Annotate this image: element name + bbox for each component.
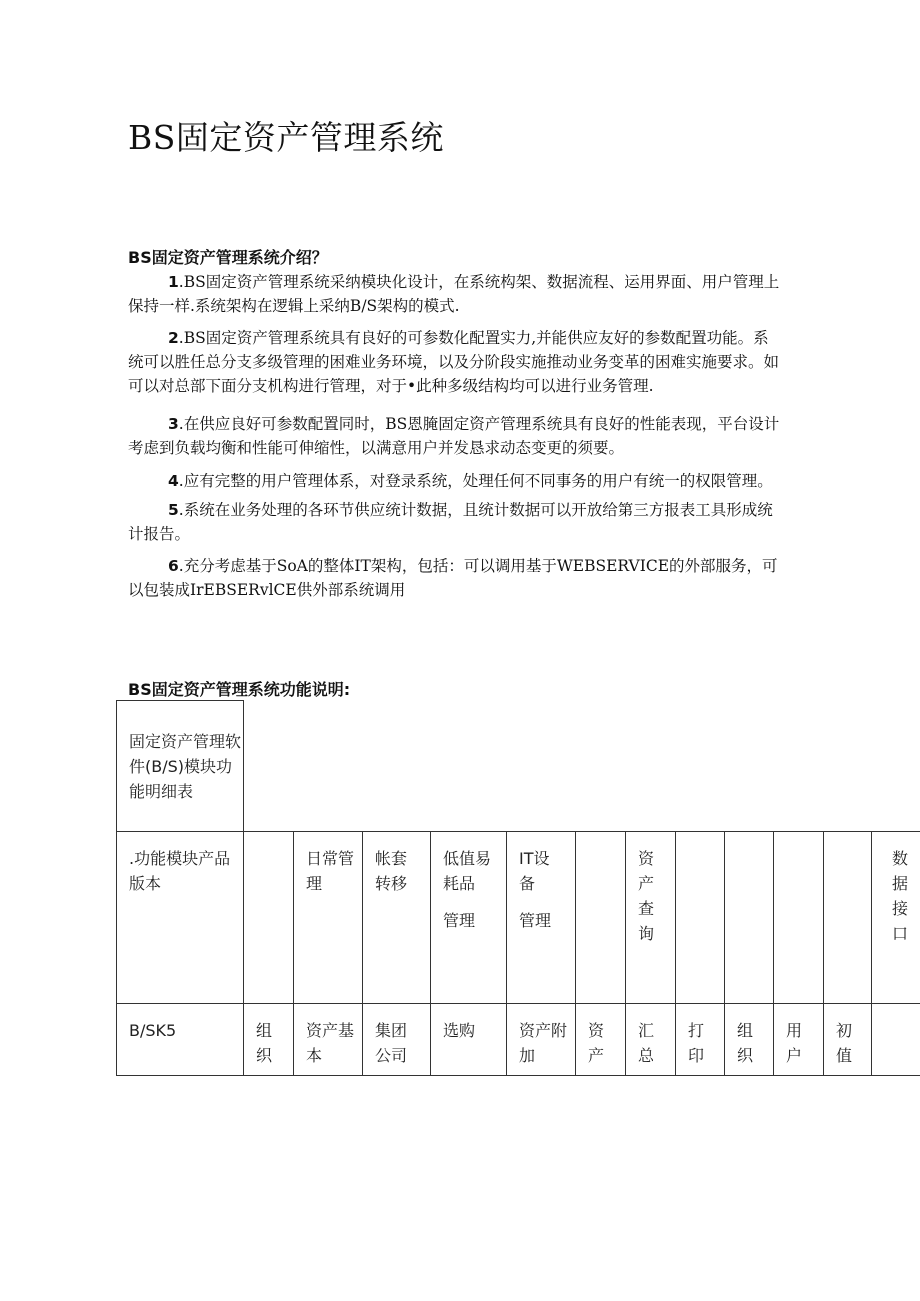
item-text-continued: 以包装成IrEBSERvlCE供外部系统调用 [128,581,406,599]
module-cell [824,832,872,1004]
feature-cell: 资产附加 [507,1004,576,1076]
item-text-continued: 统可以胜任总分支多级管理的困难业务环境，以及分阶段实施推动业务变革的困难实施要求。如 [128,353,780,371]
module-label-cell: .功能模块产品版本 [117,832,244,1004]
function-heading: BS固定资产管理系统功能说明: [128,680,351,699]
module-suffix: 管理 [443,911,476,930]
feature-cell [872,1004,920,1076]
feature-cell: 资产基本 [294,1004,363,1076]
item-text: .系统在业务处理的各环节供应统计数据，且统计数据可以开放给第三方报表工具形成统 [178,501,773,519]
item-text: .BS固定资产管理系统具有良好的可参数化配置实力,并能供应友好的参数配置功能。系 [178,329,769,347]
module-cell [725,832,774,1004]
module-cell [576,832,626,1004]
feature-cell: 组织 [725,1004,774,1076]
intro-item-4 [128,469,914,493]
item-text-continued: 计报告。 [128,525,191,543]
page-title: BS固定资产管理系统 [128,118,444,157]
feature-cell: 初值 [824,1004,872,1076]
module-suffix: 管理 [519,911,552,930]
item-number: 1 [168,273,179,291]
module-cell [507,832,576,1004]
feature-cell: 选购 [431,1004,507,1076]
version-cell: B/SK5 [117,1004,244,1076]
table-title-row [117,701,920,832]
module-cell [626,832,676,1004]
item-text: .充分考虑基于SoA的整体IT架构，包括：可以调用基于WEBSERVICE的外部服务，可 [178,557,778,575]
module-cell [294,832,363,1004]
item-number: 2 [168,329,179,347]
item-text: .在供应良好可参数配置同时，BS恩腌固定资产管理系统具有良好的性能表现，平台设计 [178,415,780,433]
feature-row [117,1004,920,1076]
intro-heading: BS固定资产管理系统介绍？ [128,248,328,267]
feature-cell: 用户 [774,1004,824,1076]
module-detail-table [116,700,920,1076]
item-number: 5 [168,501,179,519]
module-name: 帐套转移 [375,849,408,893]
intro-item-3 [128,412,914,460]
module-cell [774,832,824,1004]
module-cell [363,832,431,1004]
feature-cell: 资产 [576,1004,626,1076]
feature-cell: 汇总 [626,1004,676,1076]
module-cell [676,832,725,1004]
item-number: 4 [168,472,179,490]
module-name: 资产查询 [638,849,655,943]
item-text: .应有完整的用户管理体系，对登录系统，处理任何不同事务的用户有统一的权限管理。 [178,472,773,490]
item-number: 6 [168,557,179,575]
module-name: IT设备 [519,849,550,893]
empty-cell [244,701,920,832]
intro-item-2 [128,326,914,398]
item-number: 3 [168,415,179,433]
module-row [117,832,920,1004]
module-cell [431,832,507,1004]
item-text-continued: 可以对总部下面分支机构进行管理，对于•此种多级结构均可以进行业务管理. [128,377,654,395]
module-name: 日常管理 [306,849,355,893]
item-text-continued: 考虑到负载均衡和性能可伸缩性，以满意用户并发恳求动态变更的须要。 [128,439,625,457]
item-text: .BS固定资产管理系统采纳模块化设计，在系统构架、数据流程、运用界面、用户管理上 [178,273,780,291]
item-text-continued: 保持一样.系统架构在逻辑上采纳B/S架构的模式. [128,297,460,315]
table-title-cell: 固定资产管理软件(B/S)模块功能明细表 [117,701,244,832]
intro-item-6 [128,554,914,602]
module-name: 低值易耗品 [443,849,492,893]
feature-cell: 集团公司 [363,1004,431,1076]
module-cell [244,832,294,1004]
feature-cell: 打印 [676,1004,725,1076]
intro-item-5 [128,498,914,546]
module-name: 数据接口 [892,849,909,943]
intro-item-1 [128,270,914,318]
feature-cell: 组织 [244,1004,294,1076]
module-cell [872,832,920,1004]
